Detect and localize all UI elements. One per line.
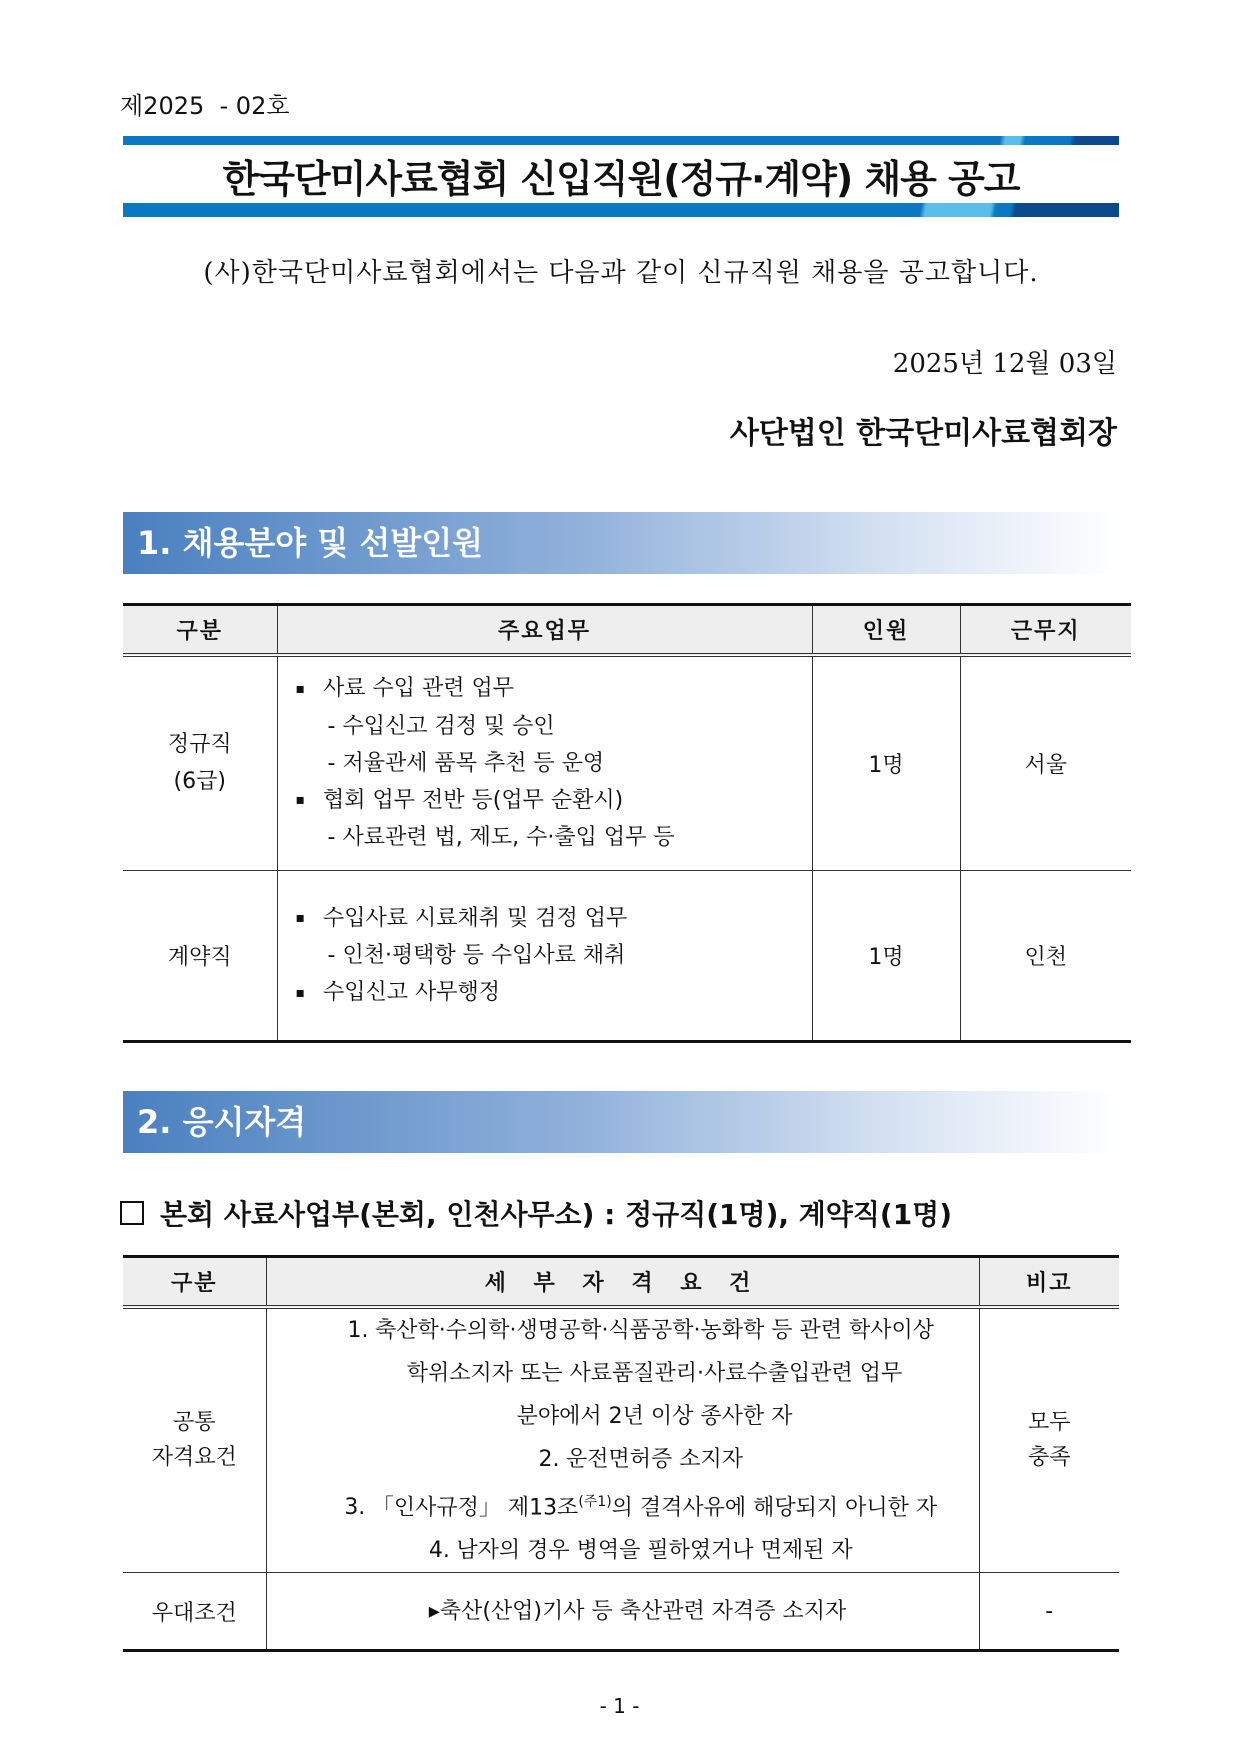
duty-item: ▪ 사료 수입 관련 업무 [296, 670, 812, 708]
row-label: 자격요건 [151, 1445, 237, 1471]
col-header: 주요업무 [277, 605, 812, 655]
page-title: 한국단미사료협회 신입직원(정규·계약) 채용 공고 [222, 157, 1020, 201]
job-type: 계약직 [123, 871, 277, 1042]
preference-text: ▸축산(산업)기사 등 축산관련 자격증 소지자 [266, 1573, 979, 1651]
note: 충족 [1027, 1445, 1071, 1471]
item-number: 4. [428, 1537, 450, 1563]
duty-subitem: - 저율관세 품목 추천 등 운영 [296, 745, 812, 782]
page-number: - 1 - [599, 1694, 640, 1718]
requirement-text: 분야에서 2년 이상 종사한 자 [516, 1403, 793, 1429]
requirement-text: 의 결격사유에 해당되지 아니한 자 [611, 1494, 938, 1520]
work-location: 인천 [960, 871, 1131, 1042]
col-header: 비고 [979, 1257, 1119, 1307]
note: - [979, 1573, 1119, 1651]
headcount: 1명 [812, 871, 960, 1042]
duty-subitem: - 수입신고 검정 및 승인 [296, 708, 812, 745]
table-row [123, 1307, 1119, 1573]
section-2-heading: 2. 응시자격 [123, 1091, 1119, 1153]
table-row [123, 655, 1131, 871]
table-row [123, 1573, 1119, 1651]
requirement-text: 축산학·수의학·생명공학·식품공학·농화학 등 관련 학사이상 [374, 1317, 934, 1343]
announcement-date: 2025년 12월 03일 [892, 349, 1117, 379]
job-type: 정규직 [167, 732, 232, 758]
intro-text: (사)한국단미사료협회에서는 다음과 같이 신규직원 채용을 공고합니다. [203, 258, 1039, 288]
col-header: 근무지 [960, 605, 1131, 655]
section-1-heading: 1. 채용분야 및 선발인원 [123, 512, 1119, 574]
title-bar-top [123, 136, 1119, 145]
col-header: 세 부 자 격 요 건 [266, 1257, 979, 1307]
job-grade: (6급) [173, 769, 226, 795]
note: 모두 [1027, 1410, 1071, 1436]
col-header: 인원 [812, 605, 960, 655]
requirement-text: 「인사규정」 제13조 [371, 1494, 579, 1520]
requirement-text: 운전면허증 소지자 [565, 1446, 743, 1472]
duty-item: ▪ 수입신고 사무행정 [296, 974, 812, 1012]
col-header: 구분 [123, 605, 277, 655]
requirement-text: 남자의 경우 병역을 필하였거나 면제된 자 [456, 1537, 853, 1563]
table-row [123, 871, 1131, 1042]
qualifications-table [123, 1255, 1119, 1652]
checkbox-icon [120, 1201, 144, 1225]
positions-table [123, 603, 1131, 1043]
row-label: 우대조건 [123, 1573, 266, 1651]
row-label: 공통 [172, 1410, 216, 1436]
item-number: 2. [538, 1446, 560, 1472]
issuer: 사단법인 한국단미사료협회장 [729, 416, 1117, 451]
item-number: 3. [344, 1494, 366, 1520]
duty-subitem: - 사료관련 법, 제도, 수·출입 업무 등 [296, 819, 812, 856]
footnote-ref: (주1) [578, 1493, 612, 1510]
requirement-text: 학위소지자 또는 사료품질관리·사료수출입관련 업무 [406, 1360, 903, 1386]
duty-item: ▪ 수입사료 시료채취 및 검정 업무 [296, 900, 812, 938]
col-header: 구분 [123, 1257, 266, 1307]
duty-subitem: - 인천·평택항 등 수입사료 채취 [296, 937, 812, 974]
division-label: 본회 사료사업부(본회, 인천사무소) : 정규직(1명), 계약직(1명) [160, 1198, 953, 1231]
document-number: 제2025 - 02호 [120, 92, 290, 120]
item-number: 1. [347, 1317, 369, 1343]
duty-item: ▪ 협회 업무 전반 등(업무 순환시) [296, 782, 812, 820]
work-location: 서울 [960, 655, 1131, 871]
title-bar-bottom [123, 203, 1119, 217]
division-line [120, 1193, 952, 1233]
headcount: 1명 [812, 655, 960, 871]
